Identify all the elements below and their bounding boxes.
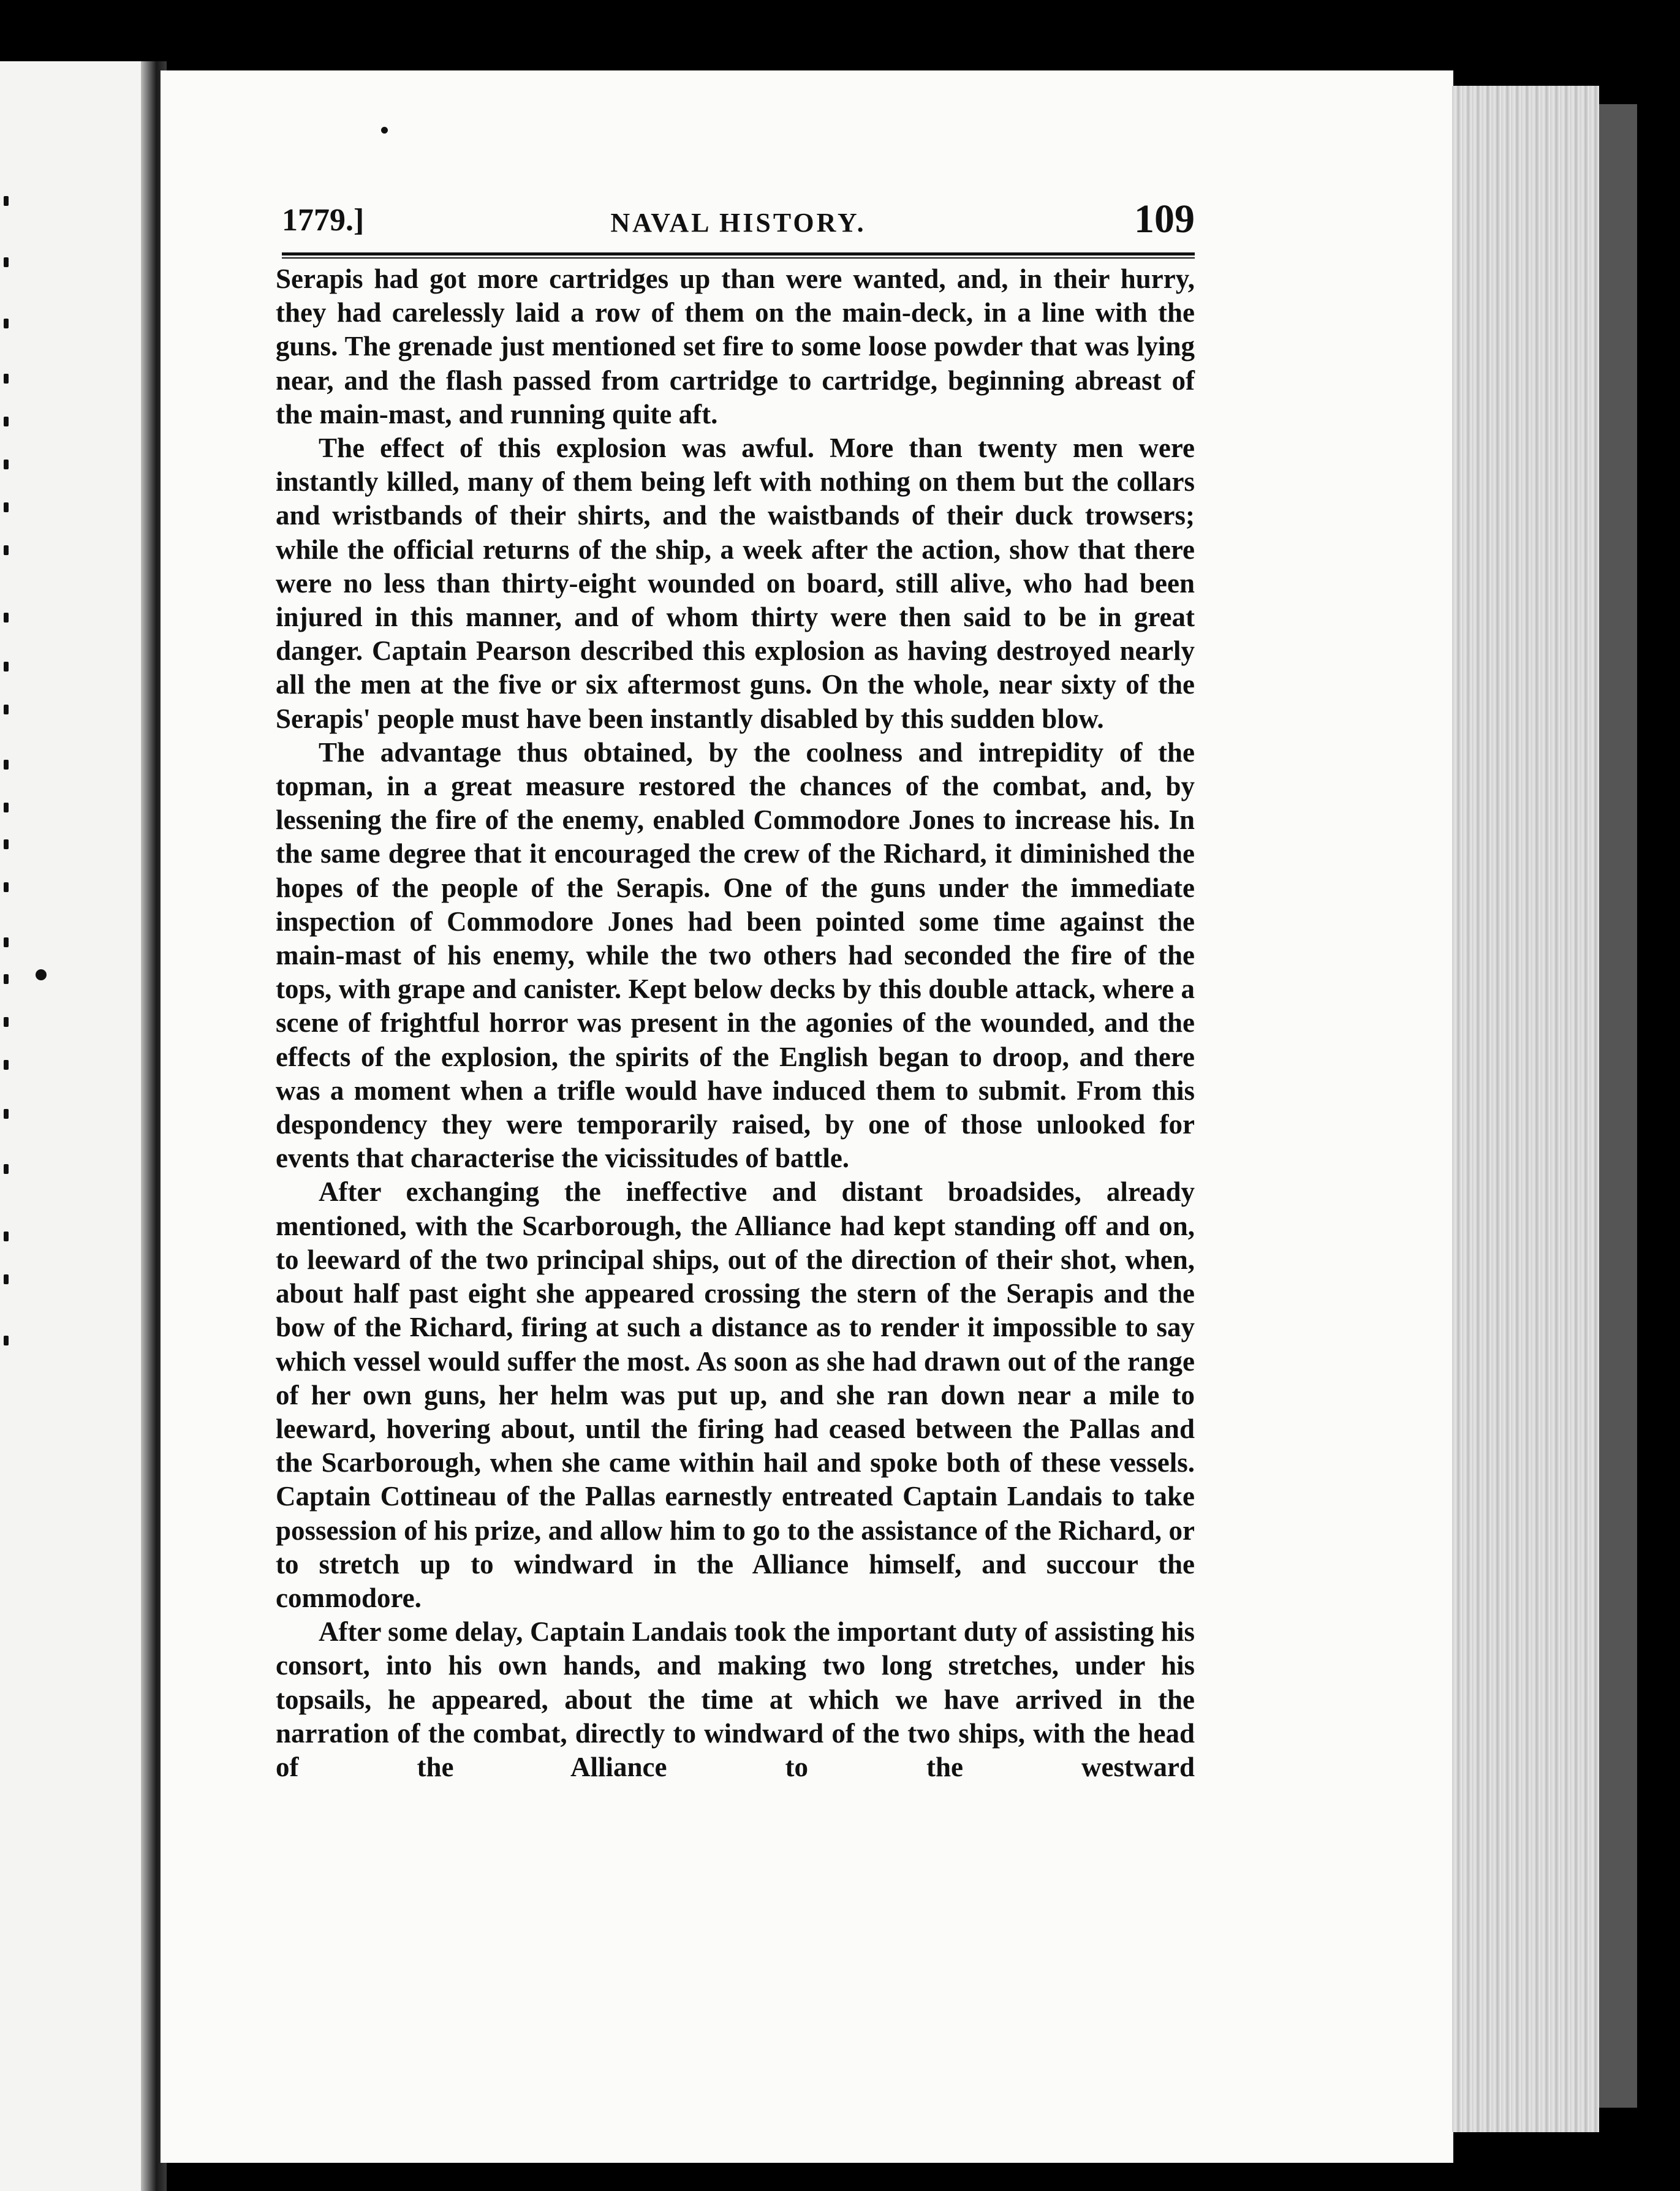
page-number: 109 bbox=[1134, 197, 1195, 241]
body-text bbox=[276, 262, 1195, 1784]
paragraph-5: After some delay, Captain Landais took the important duty of assisting his consort, into his own hands, and making two long stretches, under his topsails, he appeared, about the time at which we have arrived in the narration of the combat, directly to windward of the two ships, with the head of the Alliance to the westward bbox=[276, 1616, 1195, 1782]
page-block-edges bbox=[1452, 86, 1599, 2132]
paragraph-4: After exchanging the ineffective and distant broadsides, already mentioned, with the Scarborough, the Alliance had kept standing off and on, to leeward of the two principal ships, out of the direction of their shot, when, about half past eight she appeared crossing the stern of the Serapis and the bow of the Richard, firing at such a distance as to render it impossible to say which vessel would suffer the most. As soon as she had drawn out of the range of her own guns, her helm was put up, and she ran down near a mile to leeward, hovering about, until the firing had ceased between the Pallas and the Scarborough, when she came within hail and spoke both of these vessels. Captain Cottineau of the Pallas earnestly entreated Captain Landais to take possession of his prize, and allow him to go to the assistance of the Richard, or to stretch up to windward in the Alliance himself, and succour the commodore. bbox=[276, 1176, 1195, 1613]
head-rule bbox=[282, 252, 1195, 259]
paragraph-1: Serapis had got more cartridges up than were wanted, and, in their hurry, they had carelessly laid a row of them on the main-deck, in a line with the guns. The grenade just mentioned set fire to some loose powder that was lying near, and the flash passed from cartridge to cartridge, beginning abreast of the main-mast, and running quite aft. bbox=[276, 263, 1195, 429]
running-head-title: NAVAL HISTORY. bbox=[610, 208, 866, 238]
running-head bbox=[282, 196, 1195, 254]
paragraph-2: The effect of this explosion was awful. More than twenty men were instantly killed, many of them being left with nothing on them but the collars and wristbands of their shirts, and the waistbands of their duck trowsers; while the official returns of the ship, a week after the action, show that there were no less than thirty-eight wounded on board, still alive, who had been injured in this manner, and of whom thirty were then said to be in great danger. Captain Pearson described this explosion as having destroyed nearly all the men at the five or six aftermost guns. On the whole, near sixty of the Serapis' people must have been instantly disabled by this sudden blow. bbox=[276, 433, 1195, 734]
book-cover-edge bbox=[1599, 104, 1637, 2108]
ink-speck bbox=[381, 127, 388, 134]
facing-page-text-fragments bbox=[0, 172, 25, 1458]
paragraph-3: The advantage thus obtained, by the coolness and intrepidity of the topman, in a great measure restored the chances of the combat, and, by lessening the fire of the enemy, enabled Commodore Jones to increase his. In the same degree that it encouraged the crew of the Richard, it diminished the hopes of the people of the Serapis. One of the guns under the immediate inspection of Commodore Jones had been pointed some time against the main-mast of his enemy, while the two others had seconded the fire of the tops, with grape and canister. Kept below decks by this double attack, where a scene of frightful horror was present in the agonies of the wounded, and the effects of the explosion, the spirits of the English began to droop, and there was a moment when a trifle would have induced them to submit. From this despondency they were temporarily raised, by one of those unlooked for events that characterise the vicissitudes of battle. bbox=[276, 736, 1195, 1174]
running-head-year: 1779.] bbox=[282, 203, 365, 238]
margin-dot-mark bbox=[36, 969, 47, 980]
